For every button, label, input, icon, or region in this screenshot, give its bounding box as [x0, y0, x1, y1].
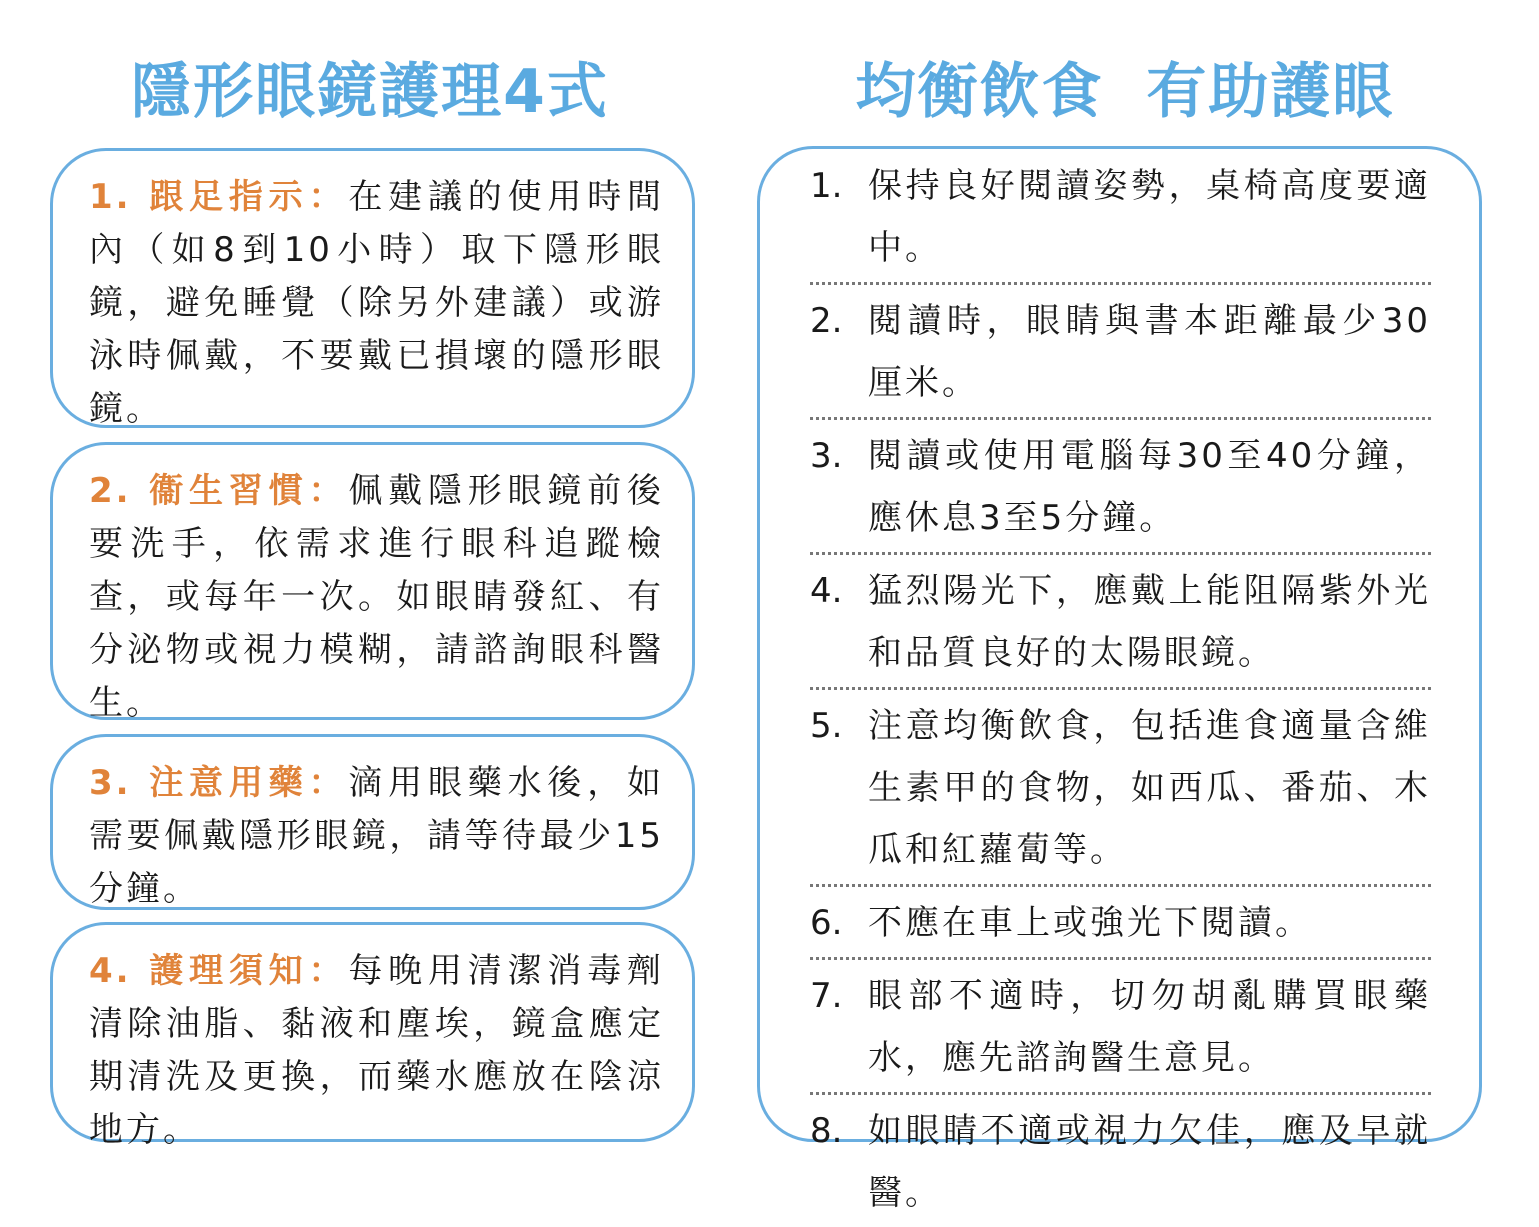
list-item-number: 8.	[810, 1111, 843, 1151]
tip-colon: ：	[308, 951, 349, 991]
tip-card-care-notes	[50, 922, 695, 1150]
list-item-text: 如眼睛不適或視力欠佳，應及早就醫。	[868, 1111, 1431, 1213]
list-item	[810, 155, 1431, 285]
list-item	[810, 1100, 1431, 1227]
list-item	[810, 290, 1431, 420]
list-item-text: 閱讀或使用電腦每30至40分鐘，應休息3至5分鐘。	[868, 436, 1431, 538]
balanced-diet-heading: 均衡飲食 有助護眼	[855, 57, 1395, 127]
list-item-number: 6.	[810, 903, 843, 943]
tip-card-medication	[50, 734, 695, 910]
tip-body: 每晚用清潔消毒劑清除油脂、黏液和塵埃，鏡盒應定期清洗及更換，而藥水應放在陰涼地方。	[89, 951, 665, 1150]
tip-text-block	[89, 465, 664, 730]
tip-card-follow-instructions	[50, 148, 695, 428]
list-item	[810, 695, 1431, 887]
list-item-number: 7.	[810, 976, 843, 1016]
list-item	[810, 965, 1431, 1095]
list-item-text: 不應在車上或強光下閱讀。	[868, 903, 1312, 943]
tip-text-block	[89, 757, 664, 916]
tip-text-block	[89, 171, 664, 436]
tip-title: 3. 注意用藥	[89, 763, 309, 803]
list-item-number: 5.	[810, 706, 843, 746]
list-item	[810, 425, 1431, 555]
tip-card-hygiene-habits	[50, 442, 695, 723]
list-item	[810, 560, 1431, 690]
list-item	[810, 892, 1431, 960]
tip-title: 2. 衞生習慣	[89, 471, 309, 511]
list-item-number: 2.	[810, 301, 843, 341]
list-item-text: 保持良好閱讀姿勢，桌椅高度要適中。	[868, 166, 1431, 268]
contact-lens-care-heading: 隱形眼鏡護理4式	[131, 57, 609, 127]
list-item-text: 猛烈陽光下，應戴上能阻隔紫外光和品質良好的太陽眼鏡。	[868, 571, 1431, 673]
tip-body: 在建議的使用時間內（如8到10小時）取下隱形眼鏡，避免睡覺（除另外建議）或游泳時佩戴，不要戴已損壞的隱形眼鏡。	[89, 177, 665, 429]
list-item-text: 閱讀時，眼睛與書本距離最少30厘米。	[868, 301, 1431, 403]
tip-text-block	[89, 945, 664, 1157]
tip-body: 佩戴隱形眼鏡前後要洗手，依需求進行眼科追蹤檢查，或每年一次。如眼睛發紅、有分泌物或視力模糊，請諮詢眼科醫生。	[89, 471, 665, 723]
tip-title: 4. 護理須知	[89, 951, 309, 991]
list-item-number: 3.	[810, 436, 843, 476]
tip-colon: ：	[308, 177, 349, 217]
tip-colon: ：	[308, 763, 349, 803]
list-item-number: 4.	[810, 571, 843, 611]
tip-body: 滴用眼藥水後，如需要佩戴隱形眼鏡，請等待最少15分鐘。	[89, 763, 665, 909]
tip-title: 1. 跟足指示	[89, 177, 309, 217]
diet-tips-card	[757, 146, 1482, 1213]
list-item-number: 1.	[810, 166, 843, 206]
list-item-text: 眼部不適時，切勿胡亂購買眼藥水，應先諮詢醫生意見。	[868, 976, 1431, 1078]
list-item-text: 注意均衡飲食，包括進食適量含維生素甲的食物，如西瓜、番茄、木瓜和紅蘿蔔等。	[868, 706, 1431, 870]
tip-colon: ：	[308, 471, 349, 511]
